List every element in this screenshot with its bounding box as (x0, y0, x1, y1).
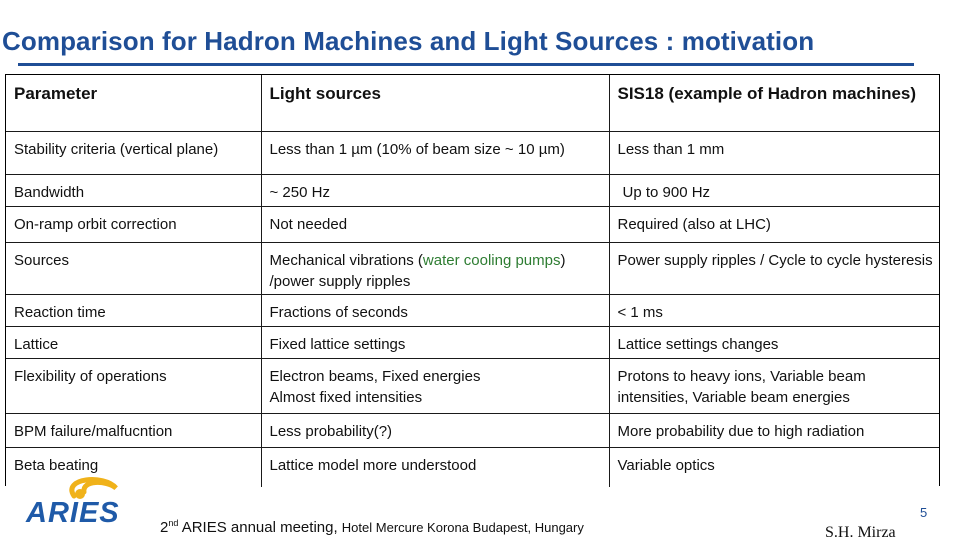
aries-logo-text: ARIES (26, 497, 120, 529)
cell-light-sources: Less than 1 µm (10% of beam size ~ 10 µm) (261, 131, 609, 174)
meeting-venue: Hotel Mercure Korona Budapest, Hungary (341, 520, 584, 535)
cell-sis18: < 1 ms (609, 294, 939, 326)
cell-light-sources (261, 242, 609, 294)
cell-sis18: Protons to heavy ions, Variable beam intensities, Variable beam energies (609, 358, 939, 413)
cell-sis18: Power supply ripples / Cycle to cycle hysteresis (609, 242, 939, 294)
cell-light-sources (261, 358, 609, 413)
cell-sis18: Up to 900 Hz (609, 174, 939, 206)
cell-sis18: Less than 1 mm (609, 131, 939, 174)
table-row (6, 294, 939, 326)
cell-parameter: On-ramp orbit correction (6, 206, 261, 242)
table-row (6, 413, 939, 447)
comparison-table (6, 75, 939, 487)
cell-light-sources: Less probability(?) (261, 413, 609, 447)
sources-text-start: Mechanical vibrations ( (269, 251, 423, 269)
slide-title: Comparison for Hadron Machines and Light Sources : motivation (2, 26, 815, 56)
flexibility-line-2: Almost fixed intensities (269, 388, 423, 406)
table-row (6, 206, 939, 242)
table-row (6, 326, 939, 358)
cell-parameter: Reaction time (6, 294, 261, 326)
header-parameter: Parameter (6, 75, 261, 131)
table-row (6, 358, 939, 413)
cell-sis18: More probability due to high radiation (609, 413, 939, 447)
cell-light-sources: Fixed lattice settings (261, 326, 609, 358)
sources-text-end: ) /power supply ripples (269, 251, 566, 290)
cell-parameter: Sources (6, 242, 261, 294)
meeting-ordinal: 2 (160, 519, 169, 536)
flexibility-line-1: Electron beams, Fixed energies (269, 367, 481, 385)
cell-light-sources: Not needed (261, 206, 609, 242)
header-light-sources: Light sources (261, 75, 609, 131)
title-underline (18, 63, 914, 66)
cell-parameter: BPM failure/malfucntion (6, 413, 261, 447)
meeting-name: ARIES annual meeting, (178, 519, 342, 536)
header-sis18: SIS18 (example of Hadron machines) (609, 75, 939, 131)
cell-parameter: Bandwidth (6, 174, 261, 206)
sources-text-highlight: water cooling pumps (422, 251, 561, 269)
table-row (6, 242, 939, 294)
cell-light-sources: ~ 250 Hz (261, 174, 609, 206)
cell-sis18: Lattice settings changes (609, 326, 939, 358)
meeting-info (160, 518, 584, 536)
cell-parameter: Flexibility of operations (6, 358, 261, 413)
cell-sis18: Required (also at LHC) (609, 206, 939, 242)
cell-parameter: Beta beating (6, 447, 261, 487)
cell-sis18: Variable optics (609, 447, 939, 487)
author-name: S.H. Mirza (825, 524, 896, 541)
cell-light-sources: Fractions of seconds (261, 294, 609, 326)
cell-light-sources: Lattice model more understood (261, 447, 609, 487)
comparison-table-container (5, 74, 940, 486)
table-header-row (6, 75, 939, 131)
meeting-ordinal-suffix: nd (168, 518, 179, 528)
table-row (6, 131, 939, 174)
table-row (6, 174, 939, 206)
cell-parameter: Lattice (6, 326, 261, 358)
cell-parameter: Stability criteria (vertical plane) (6, 131, 261, 174)
page-number: 5 (920, 505, 928, 520)
